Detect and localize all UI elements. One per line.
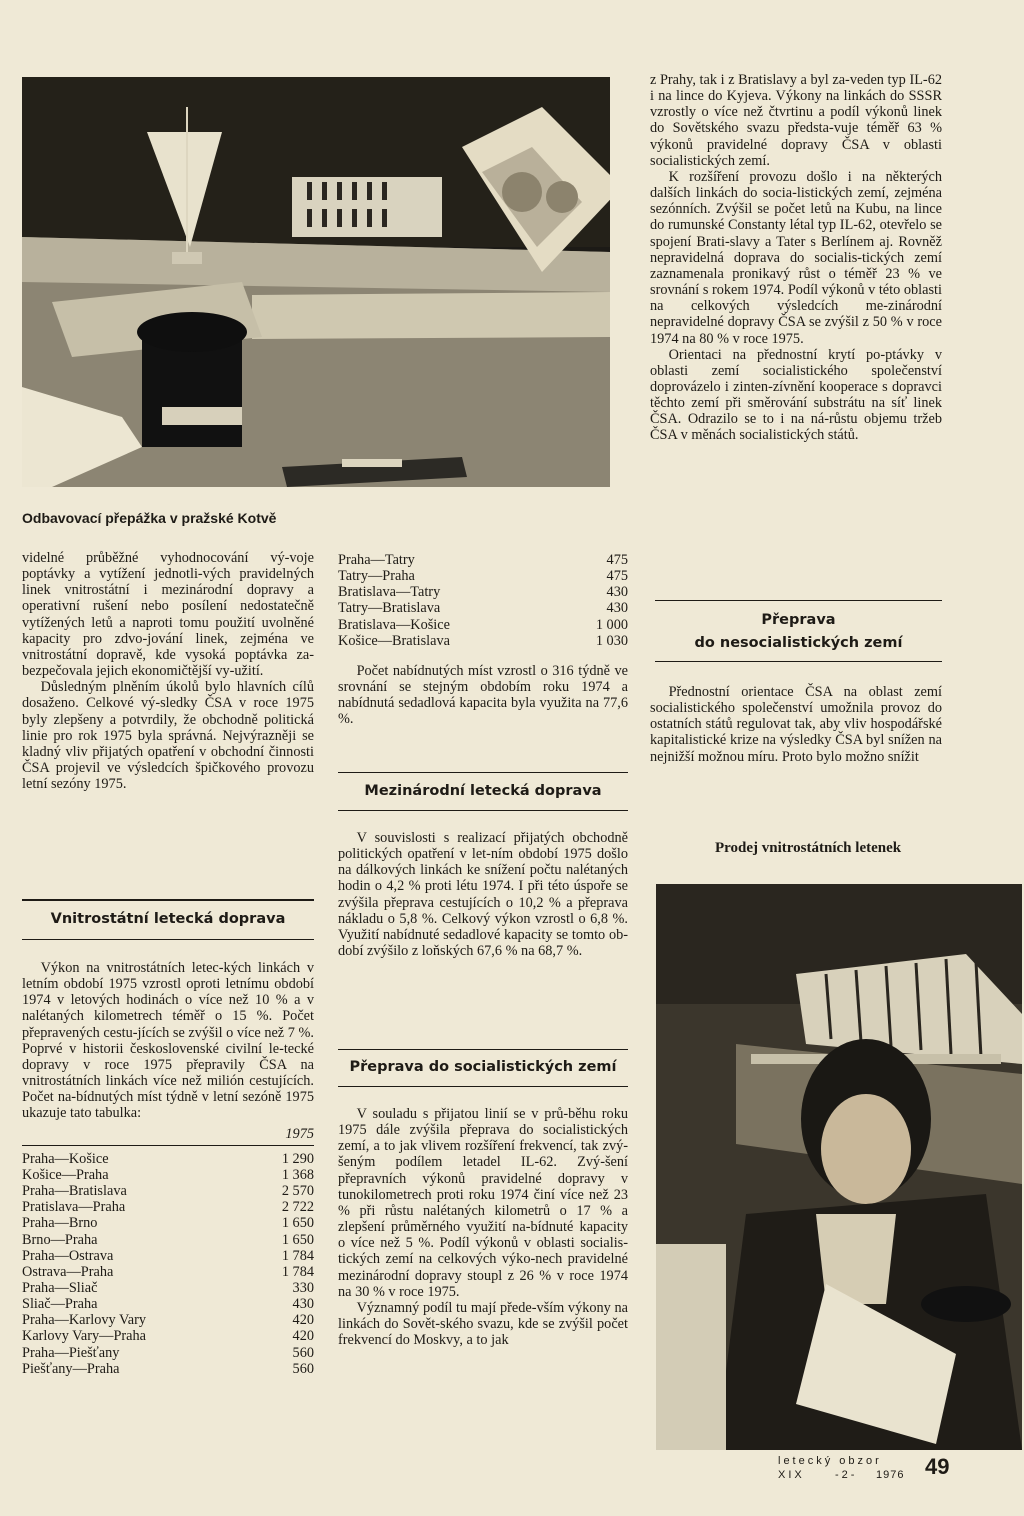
col3-paragraph-4: Přednostní orientace ČSA na oblast zemí socialistického společenství umožnila provoz do ostatních států regulovat tak, aby vliv hospodářské kapitalistické krize na výsledky ČSA byl snížen na nejnižší možnou míru. Proto bylo možno snížit (650, 684, 942, 765)
table-row: Tatry—Bratislava 430 (338, 600, 628, 617)
page-number: 49 (925, 1454, 950, 1479)
heading-line-1: Přeprava (761, 612, 836, 628)
table-row: Pratislava—Praha 2 722 (22, 1199, 314, 1216)
col3-paragraph-2: K rozšíření provozu došlo i na některých dalších linkách do socia-listických zemí, zejména sezónních. Zvýšil se počet letů na Kubu, na lince do rumunské Constanty létal typ IL-62, otevřelo se spojení Brati-slavy a Tater s Berlínem aj. Rovněž nepravidelná doprava do socialis-tických zemí zaznamenala pronikavý růst o téměř 23 % ve srovnání s rokem 1974. Podíl výkonů v této oblasti na celkových výsledcích me-zinárodní nepravidelné dopravy ČSA se zvýšil z 50 % v roce 1974 na 80 % v roce 1975. (650, 168, 942, 347)
col2-socialist-paragraph-2: Významný podíl tu mají přede-vším výkony na linkách do Sovět-ského svazu, kde se zvýšil počet frekvencí do Moskvy, a to jak (338, 1299, 628, 1349)
col3-paragraph-1: z Prahy, tak i z Bratislavy a byl za-veden typ IL-62 i na lince do Kyjeva. Výkony na linkách do SSSR vzrostly o více než čtvrtinu a podíl výkonů linek do Sovětského svazu předsta-vuje téměř 63 % výkonů pravidelné dopravy ČSA v oblasti socialistických zemí. (650, 72, 942, 169)
col1-intro-paragraph-1: videlné průběžné vyhodnocování vý-voje poptávky a vytížení jednotli-vých pravidelných linek vnitrostátní i mezinárodní dopravy a operativní rušení nebo posílení nedostatečně vytížených letů a naproti tomu použití uvolněné kapacity pro zdvo-jování linek, zejména ve vnitrostátní dopravě, kde vysoká poptávka za-bezpečovala jejich ekonomičtější vy-užití. (22, 550, 314, 680)
heading-non-socialist-countries (655, 600, 942, 662)
heading-line-2: do nesocialistických zemí (694, 635, 903, 651)
table-row: Praha—Bratislava 2 570 (22, 1183, 314, 1200)
heading-domestic-transport: Vnitrostátní letecká doprava (22, 899, 314, 940)
table-row: Praha—Tatry 475 (338, 552, 628, 568)
photo-bottom-caption: Prodej vnitrostátních letenek (715, 840, 902, 856)
footer-year: 1976 (876, 1469, 905, 1481)
table-row: Praha—Brno 1 650 (22, 1215, 314, 1232)
table-row: Košice—Bratislava 1 030 (338, 632, 628, 649)
domestic-routes-table (22, 1151, 314, 1377)
table-row: Piešťany—Praha 560 (22, 1360, 314, 1377)
column-2 (338, 552, 628, 728)
footer-magazine-title: letecký obzor (778, 1455, 882, 1467)
column-3-lower (650, 684, 942, 765)
col1-body-paragraph: Výkon na vnitrostátních letec-kých linkách v letním období 1975 vzrostl oproti letnímu období 1974 v letových hodinách o více než 10 % a v nalétaných kilometrech téměř o 15 %. Počet přepravených cestu-jících se zvýšil o více než 7 %. Poprvé v historii československé civilní le-tecké dopravy v roce 1975 přepravily ČSA na vnitrostátních linkách více než milión cestujících. Počet na-bídnutých míst týdně v letní sezóně 1975 ukazuje tato tabulka: (22, 960, 314, 1122)
table-row: Sliač—Praha 430 (22, 1296, 314, 1313)
table-row: Tatry—Praha 475 (338, 568, 628, 585)
col2-after-table-paragraph: Počet nabídnutých míst vzrostl o 316 týdně ve srovnání se stejným obdobím roku 1974 a nabídnutá sedadlová kapacita byla využita na 77,6 %. (338, 662, 628, 728)
heading-international-transport: Mezinárodní letecká doprava (338, 772, 628, 811)
table-row: Praha—Ostrava 1 784 (22, 1247, 314, 1264)
table-row: Praha—Piešťany 560 (22, 1344, 314, 1361)
table-row: Bratislava—Košice 1 000 (338, 616, 628, 633)
column-1 (22, 550, 314, 792)
col1-intro-paragraph-2: Důsledným plněním úkolů bylo hlavních cílů dosaženo. Celkové vý-sledky ČSA v roce 1975 byly zlepšeny a potvrdily, že obchodně politická linie pro rok 1975 byla správná. Nejvýrazněji se kladný vliv přijatých opatření v obchodní činnosti ČSA projevil ve výsledcích špičkového provozu letní sezóny 1975. (22, 679, 314, 793)
table-row: Ostrava—Praha 1 784 (22, 1263, 314, 1280)
table-row: Košice—Praha 1 368 (22, 1166, 314, 1183)
col3-paragraph-3: Orientaci na přednostní krytí po-ptávky v oblasti zemí socialistického společenství doprovázelo i zinten-zívnění kooperace s dopravci těchto zemí při směrování substrátu na síť linek ČSA. Odrazilo se to i na ná-růstu objemu tržeb ČSA v měnách socialistických států. (650, 346, 942, 444)
photo-ticket-sales (656, 884, 1022, 1450)
column-2-middle (338, 830, 628, 959)
tatry-routes-table (338, 552, 628, 649)
table-row: Praha—Sliač 330 (22, 1279, 314, 1296)
photo-checkin-counter (22, 77, 610, 487)
table-row: Praha—Karlovy Vary 420 (22, 1312, 314, 1329)
table-row: Praha—Košice 1 290 (22, 1150, 314, 1167)
column-3 (650, 72, 942, 444)
table-row: Karlovy Vary—Praha 420 (22, 1328, 314, 1345)
table-row: Bratislava—Tatry 430 (338, 584, 628, 601)
col2-socialist-paragraph-1: V souladu s přijatou linií se v prů-běhu roku 1975 dále zvýšila přeprava do socialistických zemí, a to jak vlivem rozšíření frekvencí, tak zvý-šeným podílem letadel IL-62. Zvý-šení přepravních výkonů pravidelné dopravy v tunokilometrech proti roku 1974 činí více než 23 % při růstu nalétaných kilometrů o 17 % a zlepšení průměrného využití na-bídnuté kapacity o více než 5 %. Podíl výkonů v oblasti socialis-tických zemí na celkových výko-nech pravidelné mezinárodní dopravy stoupl z 26 % v roce 1974 na 30 % v roce 1975. (338, 1106, 628, 1300)
footer-issue: -2- (835, 1469, 858, 1481)
column-1-lower (22, 960, 314, 1377)
footer-volume: XIX (778, 1469, 805, 1481)
table-year-header: 1975 (22, 1126, 314, 1146)
column-2-lower (338, 1106, 628, 1348)
col2-international-paragraph: V souvislosti s realizací přijatých obchodně politických opatření v let-ním období 1975 došlo na dálkových linkách ke snížení počtu nalétaných hodin o 4,2 % proti létu 1974. I při této úspoře se zvýšila přeprava cestujících o 10,2 % a přeprava nákladu o 5,8 %. Celkový výkon vzrostl o 6,8 %. Využití nabídnuté sedadlové kapacity se tomto ob-dobí zvýšilo z loňských 67,6 % na 68,7 %. (338, 830, 628, 960)
table-row: Brno—Praha 1 650 (22, 1231, 314, 1248)
heading-socialist-countries: Přeprava do socialistických zemí (338, 1049, 628, 1087)
photo-top-caption: Odbavovací přepážka v pražské Kotvě (22, 510, 277, 526)
